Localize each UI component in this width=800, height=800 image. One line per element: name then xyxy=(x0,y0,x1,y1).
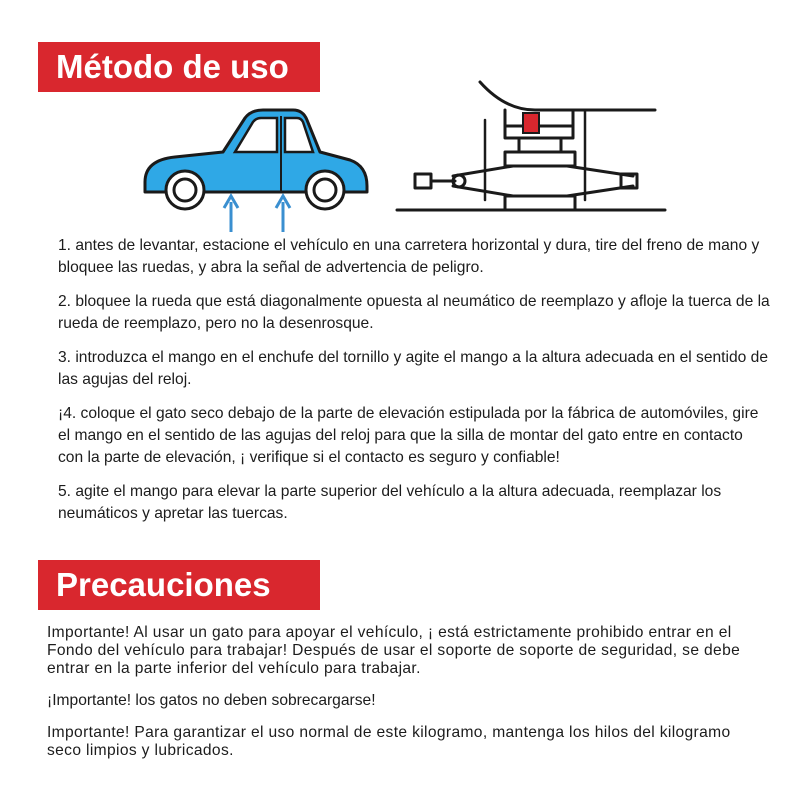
method-of-use-heading: Método de uso xyxy=(38,42,320,92)
usage-step: 3. introduzca el mango en el enchufe del tornillo y agite el mango a la altura adecuada en el sentido de las agujas del reloj. xyxy=(58,349,768,388)
car-lift-points-illustration xyxy=(135,100,375,240)
lift-point-arrow-icon xyxy=(276,196,290,232)
scissor-jack-illustration xyxy=(395,80,670,220)
car-icon xyxy=(145,110,367,209)
usage-step: 5. agite el mango para elevar la parte superior del vehículo a la altura adecuada, reemplazar los neumáticos y apretar las tuercas. xyxy=(58,483,722,522)
usage-step: 2. bloquee la rueda que está diagonalmente opuesta al neumático de reemplazo y afloje la tuerca de la rueda de reemplazo, pero no la desenrosque. xyxy=(58,293,770,332)
usage-step: ¡4. coloque el gato seco debajo de la parte de elevación estipulada por la fábrica de automóviles, gire el mango en el sentido de las agujas del reloj para que la silla de montar del gato entre en contacto con la parte de elevación, ¡ verifique si el contacto es seguro y confiable! xyxy=(58,405,759,466)
precautions-list xyxy=(47,624,767,774)
precaution-item: Importante! Para garantizar el uso normal de este kilogramo, mantenga los hilos del kilogramo seco limpios y lubricados. xyxy=(47,724,731,759)
lift-point-arrow-icon xyxy=(224,196,238,232)
jack-saddle-pad xyxy=(523,113,539,133)
usage-step: 1. antes de levantar, estacione el vehículo en una carretera horizontal y dura, tire del freno de mano y bloquee las ruedas, y abra la señal de advertencia de peligro. xyxy=(58,237,760,276)
precautions-heading: Precauciones xyxy=(38,560,320,610)
precaution-item: Importante! Al usar un gato para apoyar el vehículo, ¡ está estrictamente prohibido entrar en el Fondo del vehículo para trabajar! Después de usar el soporte de soporte de seguridad, se debe entrar en la parte inferior del vehículo para trabajar. xyxy=(47,624,741,677)
precaution-item: ¡Importante! los gatos no deben sobrecargarse! xyxy=(47,692,376,709)
usage-steps-list xyxy=(58,235,770,537)
